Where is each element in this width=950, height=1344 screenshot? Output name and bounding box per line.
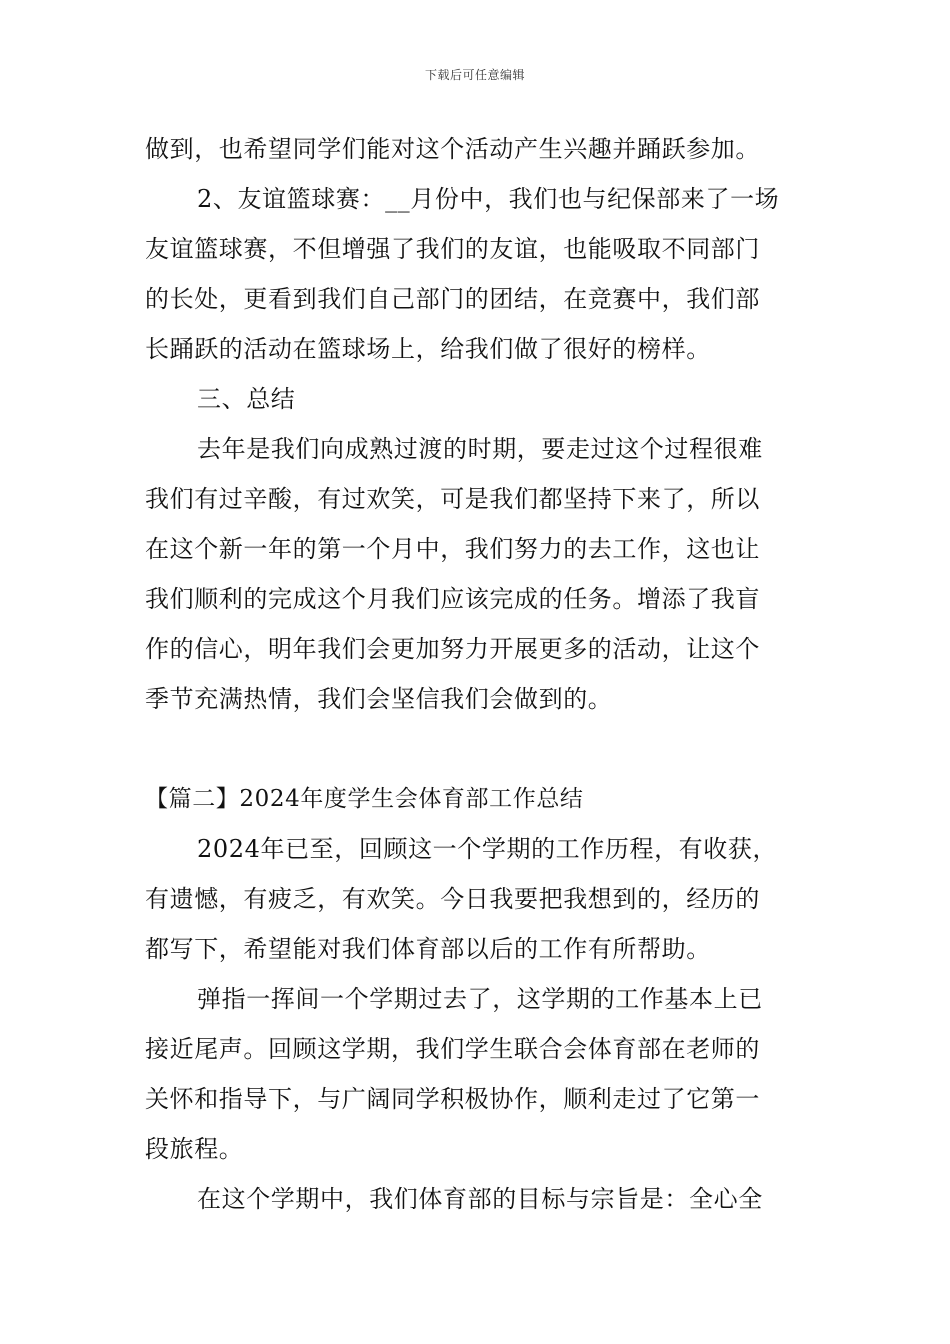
- paragraph-line: 长踊跃的活动在篮球场上，给我们做了很好的榜样。: [145, 335, 711, 363]
- paragraph-line: 作的信心，明年我们会更加努力开展更多的活动，让这个: [145, 635, 760, 663]
- article-title: 【篇二】2024年度学生会体育部工作总结: [145, 786, 584, 812]
- paragraph-line: 去年是我们向成熟过渡的时期，要走过这个过程很难: [197, 435, 763, 463]
- paragraph-line: 我们顺利的完成这个月我们应该完成的任务。增添了我盲: [145, 585, 760, 613]
- section-heading: 三、总结: [197, 385, 296, 413]
- paragraph-line: 接近尾声。回顾这学期，我们学生联合会体育部在老师的: [145, 1035, 760, 1063]
- paragraph-line: 在这个学期中，我们体育部的目标与宗旨是：全心全: [197, 1185, 763, 1213]
- paragraph-line: 关怀和指导下，与广阔同学积极协作，顺利走过了它第一: [145, 1085, 760, 1113]
- paragraph-line: 我们有过辛酸，有过欢笑，可是我们都坚持下来了，所以: [145, 485, 760, 513]
- paragraph-line: 有遗憾，有疲乏，有欢笑。今日我要把我想到的，经历的: [145, 885, 760, 913]
- paragraph-line: 的长处，更看到我们自己部门的团结，在竞赛中，我们部: [145, 285, 760, 313]
- paragraph-line: 2、友谊篮球赛：__月份中，我们也与纪保部来了一场: [197, 185, 780, 213]
- paragraph-line: 段旅程。: [145, 1135, 244, 1163]
- paragraph-line: 2024年已至，回顾这一个学期的工作历程，有收获，: [197, 835, 778, 863]
- paragraph-line: 在这个新一年的第一个月中，我们努力的去工作，这也让: [145, 535, 760, 563]
- page-header: 下载后可任意编辑: [424, 68, 525, 82]
- paragraph-line: 都写下，希望能对我们体育部以后的工作有所帮助。: [145, 935, 711, 963]
- paragraph-line: 做到，也希望同学们能对这个活动产生兴趣并踊跃参加。: [145, 135, 760, 163]
- paragraph-line: 季节充满热情，我们会坚信我们会做到的。: [145, 685, 613, 713]
- paragraph-line: 弹指一挥间一个学期过去了，这学期的工作基本上已: [197, 985, 763, 1013]
- paragraph-line: 友谊篮球赛，不但增强了我们的友谊，也能吸取不同部门: [145, 235, 760, 263]
